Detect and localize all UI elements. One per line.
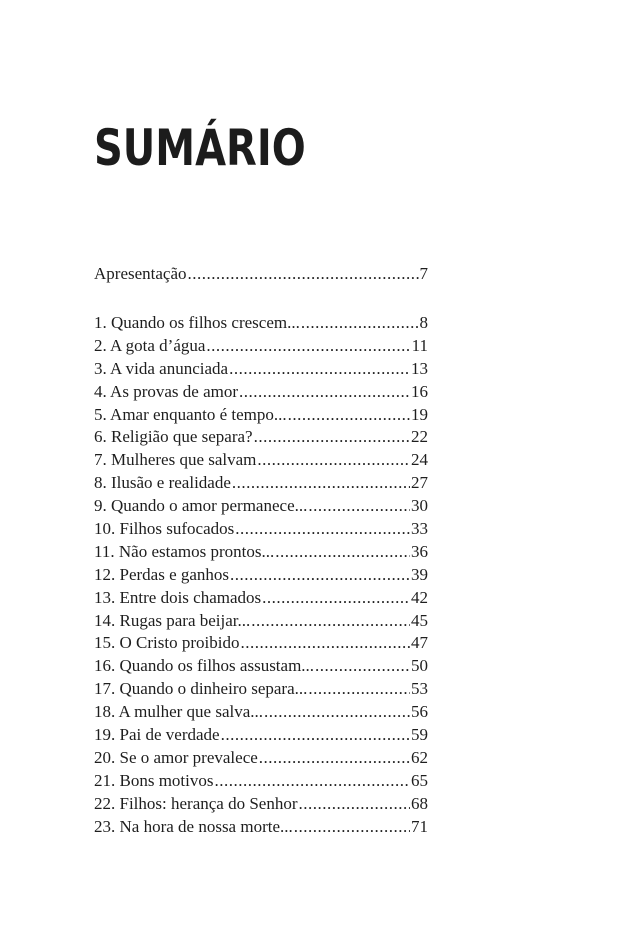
toc-entry-title: 16. Quando os filhos assustam... (94, 656, 315, 676)
toc-entry-title: 14. Rugas para beijar... (94, 610, 251, 630)
toc-entry-title: 19. Pai de verdade (94, 725, 220, 745)
toc-dot-leader (230, 564, 410, 587)
toc-entry-page: 8 (419, 313, 428, 332)
toc-entry (94, 472, 428, 495)
toc-entry (94, 426, 428, 449)
toc-entry (94, 793, 428, 816)
toc-dot-leader (264, 701, 410, 724)
toc-dot-leader (275, 541, 410, 564)
toc-entry-page: 71 (411, 816, 428, 836)
toc-intro (94, 263, 428, 286)
toc-entry (94, 263, 428, 286)
toc-entry-title: 2. A gota d’água (94, 335, 206, 355)
toc-entry (94, 655, 428, 678)
toc-entry-page: 68 (411, 793, 428, 813)
toc-entry-page: 50 (411, 656, 428, 676)
toc-entry-page: 56 (411, 702, 428, 722)
toc-dot-leader (301, 312, 419, 335)
toc-entry (94, 770, 428, 793)
toc-entry-page: 59 (411, 725, 428, 745)
toc-dot-leader (221, 724, 410, 747)
toc-dot-leader (308, 495, 410, 518)
toc-dot-leader (294, 816, 410, 839)
toc-entry-title: 9. Quando o amor permanece... (94, 496, 308, 516)
toc-entry-title: 13. Entre dois chamados (94, 587, 262, 607)
toc-dot-leader (232, 472, 410, 495)
toc-entry-page: 33 (411, 519, 428, 539)
toc-dot-leader (259, 747, 410, 770)
toc-dot-leader (262, 587, 410, 610)
toc-entry-page: 11 (411, 335, 428, 355)
toc-dot-leader (188, 263, 419, 286)
toc-entry (94, 335, 428, 358)
toc-dot-leader (251, 610, 410, 633)
toc-entry-page: 45 (411, 610, 428, 630)
toc-entry-page: 62 (411, 747, 428, 767)
toc-entry-page: 16 (411, 381, 428, 401)
toc-entry-page: 24 (411, 450, 428, 470)
toc-entry-title: 22. Filhos: herança do Senhor (94, 793, 298, 813)
toc-entry-page: 65 (411, 770, 428, 790)
toc-entry (94, 701, 428, 724)
toc-dot-leader (229, 358, 410, 381)
toc-entry-title: 5. Amar enquanto é tempo... (94, 404, 287, 424)
toc-entry-title: 4. As provas de amor (94, 381, 239, 401)
toc-entry-page: 39 (411, 564, 428, 584)
toc-entry (94, 312, 428, 335)
toc-entry-title: 3. A vida anunciada (94, 358, 229, 378)
toc-entry-page: 53 (411, 679, 428, 699)
toc-entry-page: 36 (411, 541, 428, 561)
toc-entry (94, 747, 428, 770)
toc-dot-leader (206, 335, 410, 358)
toc-entry-page: 7 (419, 264, 428, 283)
toc-dot-leader (254, 426, 410, 449)
toc-entry (94, 518, 428, 541)
toc-dot-leader (235, 518, 410, 541)
toc-dot-leader (239, 381, 410, 404)
toc-entry-title: 7. Mulheres que salvam (94, 450, 257, 470)
toc-entry-title: 18. A mulher que salva... (94, 702, 264, 722)
toc-dot-leader (215, 770, 411, 793)
toc-entry-title: 15. O Cristo proibido (94, 633, 240, 653)
toc-entry-title: 21. Bons motivos (94, 770, 214, 790)
toc-entry-title: 12. Perdas e ganhos (94, 564, 230, 584)
toc-entry (94, 404, 428, 427)
toc-entry-page: 42 (411, 587, 428, 607)
toc-entry-title: 17. Quando o dinheiro separa... (94, 679, 308, 699)
toc-entry (94, 541, 428, 564)
toc-entry-page: 47 (411, 633, 428, 653)
toc-entry-title: 20. Se o amor prevalece (94, 747, 258, 767)
toc-entry-page: 30 (411, 496, 428, 516)
toc-dot-leader (315, 655, 410, 678)
toc-entry-title: 6. Religião que separa? (94, 427, 253, 447)
toc-entry (94, 358, 428, 381)
toc-entry-page: 22 (411, 427, 428, 447)
toc-dot-leader (240, 632, 410, 655)
toc-entry (94, 495, 428, 518)
toc-entry (94, 724, 428, 747)
toc-entry (94, 449, 428, 472)
toc-entry (94, 564, 428, 587)
toc-entry-title: 23. Na hora de nossa morte... (94, 816, 293, 836)
toc-dot-leader (308, 678, 410, 701)
toc-entry-title: 8. Ilusão e realidade (94, 473, 231, 493)
toc-entry-page: 19 (411, 404, 428, 424)
toc-entry (94, 632, 428, 655)
toc-entry (94, 587, 428, 610)
toc-chapter-list (94, 312, 428, 838)
toc-dot-leader (288, 404, 410, 427)
toc-entry-page: 27 (411, 473, 428, 493)
toc-entry-title: 11. Não estamos prontos... (94, 541, 275, 561)
toc-entry-title: 10. Filhos sufocados (94, 519, 235, 539)
toc-entry (94, 610, 428, 633)
toc-entry (94, 381, 428, 404)
toc-dot-leader (257, 449, 410, 472)
toc-entry-page: 13 (411, 358, 428, 378)
toc-entry-title: 1. Quando os filhos crescem... (94, 313, 300, 332)
page-heading: SUMÁRIO (94, 119, 306, 177)
toc-dot-leader (299, 793, 411, 816)
toc-entry (94, 678, 428, 701)
toc-entry (94, 816, 428, 839)
toc-entry-title: Apresentação (94, 264, 187, 283)
